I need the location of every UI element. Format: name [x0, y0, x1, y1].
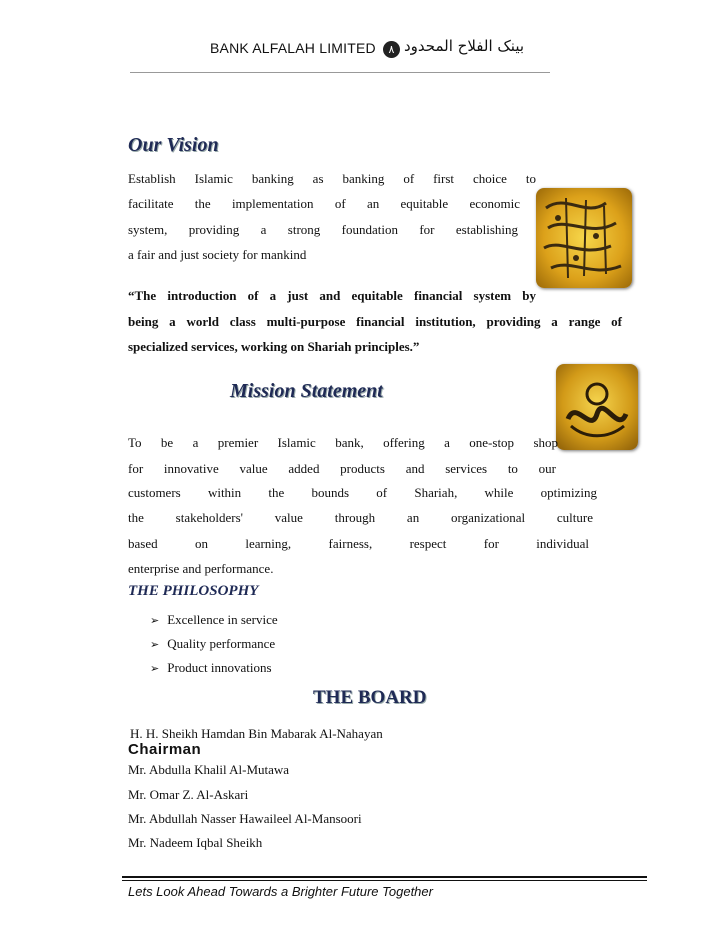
- mission-line: To be a premier Islamic bank, offering a one-stop shop: [128, 435, 558, 450]
- mission-line: the stakeholders' value through an organizational culture: [128, 510, 593, 525]
- chairman-title: Chairman: [128, 741, 202, 758]
- islamic-calligraphy-image: [556, 364, 638, 450]
- vision-quote-line: “The introduction of a just and equitable financial system by: [128, 288, 536, 303]
- vision-line: facilitate the implementation of an equitable economic: [128, 196, 520, 211]
- mission-line: enterprise and performance.: [128, 561, 274, 576]
- philosophy-list: [150, 612, 278, 684]
- vision-quote-line: specialized services, working on Shariah principles.”: [128, 339, 420, 354]
- mission-line: based on learning, fairness, respect for individual: [128, 536, 589, 551]
- footer-divider: [122, 876, 647, 878]
- mission-line: for innovative value added products and services to our: [128, 461, 556, 476]
- vision-line: system, providing a strong foundation for establishing: [128, 222, 518, 237]
- vision-line: Establish Islamic banking as banking of first choice to: [128, 171, 536, 186]
- mission-line: customers within the bounds of Shariah, while optimizing: [128, 485, 597, 500]
- philosophy-item: ➢ Quality performance: [150, 636, 278, 660]
- mission-heading: Mission Statement: [230, 380, 383, 402]
- islamic-calligraphy-image: [536, 188, 632, 288]
- bank-name: BANK ALFALAH LIMITED: [210, 40, 376, 56]
- board-member: Mr. Abdullah Nasser Hawaileel Al-Mansoori: [128, 811, 362, 826]
- philosophy-item: ➢ Excellence in service: [150, 612, 278, 636]
- board-member: Mr. Nadeem Iqbal Sheikh: [128, 835, 263, 850]
- philosophy-heading: THE PHILOSOPHY: [128, 583, 259, 599]
- vision-heading: Our Vision: [128, 134, 219, 156]
- philosophy-item: ➢ Product innovations: [150, 660, 278, 684]
- board-member: Mr. Omar Z. Al-Askari: [128, 787, 249, 802]
- board-heading: THE BOARD: [313, 687, 427, 708]
- chairman-name: H. H. Sheikh Hamdan Bin Mabarak Al-Nahayan: [130, 726, 383, 741]
- board-member: Mr. Abdulla Khalil Al-Mutawa: [128, 762, 290, 777]
- vision-quote-line: being a world class multi-purpose financial institution, providing a range of: [128, 314, 622, 329]
- header-divider: [130, 72, 550, 73]
- bank-name-urdu: بینک الفلاح المحدود: [404, 37, 525, 55]
- bank-logo-icon: ٨: [383, 41, 400, 58]
- vision-line: a fair and just society for mankind: [128, 247, 307, 262]
- footer-tagline: Lets Look Ahead Towards a Brighter Future Together: [128, 884, 433, 899]
- footer-divider: [122, 880, 647, 881]
